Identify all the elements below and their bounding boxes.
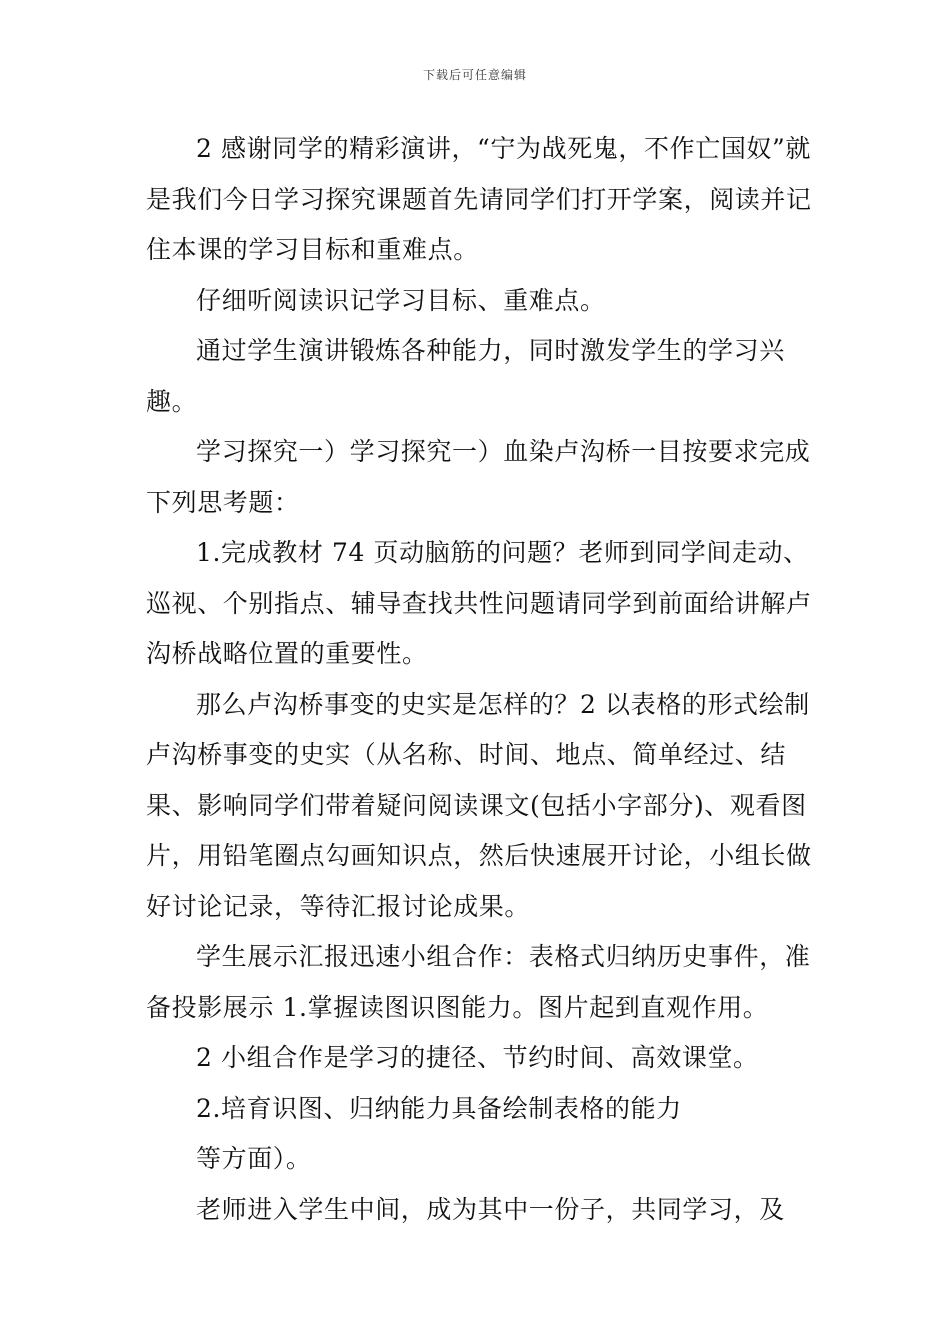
paragraph-1: 2 感谢同学的精彩演讲，“宁为战死鬼，不作亡国奴”就是我们今日学习探究课题首先请同学们打开学案，阅读并记住本课的学习目标和重难点。 [146,134,812,264]
page-header: 下载后可任意编辑 [422,68,527,82]
paragraph-5: 1.完成教材 74 页动脑筋的问题？老师到同学间走动、巡视、个别指点、辅导查找共性问题请同学到前面给讲解卢沟桥战略位置的重要性。 [146,538,812,668]
paragraph-9: 2.培育识图、归纳能力具备绘制表格的能力 [196,1093,682,1123]
document-body [146,124,814,1235]
paragraph-6: 那么卢沟桥事变的史实是怎样的？2 以表格的形式绘制卢沟桥事变的史实（从名称、时间、地点、简单经过、结果、影响同学们带着疑问阅读课文(包括小字部分)、观看图片，用铅笔圈点勾画知识点，然后快速展开讨论，小组长做好讨论记录，等待汇报讨论成果。 [146,689,812,921]
paragraph-7: 学生展示汇报迅速小组合作：表格式归纳历史事件，准备投影展示 1.掌握读图识图能力。图片起到直观作用。 [146,942,811,1022]
paragraph-4: 学习探究一）学习探究一）血染卢沟桥一目按要求完成下列思考题： [146,437,811,517]
paragraph-2: 仔细听阅读识记学习目标、重难点。 [196,285,606,315]
paragraph-3: 通过学生演讲锻炼各种能力，同时激发学生的学习兴趣。 [146,336,785,416]
paragraph-10: 等方面）。 [196,1144,312,1173]
paragraph-11: 老师进入学生中间，成为其中一份子，共同学习，及 [196,1194,785,1224]
paragraph-8: 2 小组合作是学习的捷径、节约时间、高效课堂。 [196,1043,759,1072]
